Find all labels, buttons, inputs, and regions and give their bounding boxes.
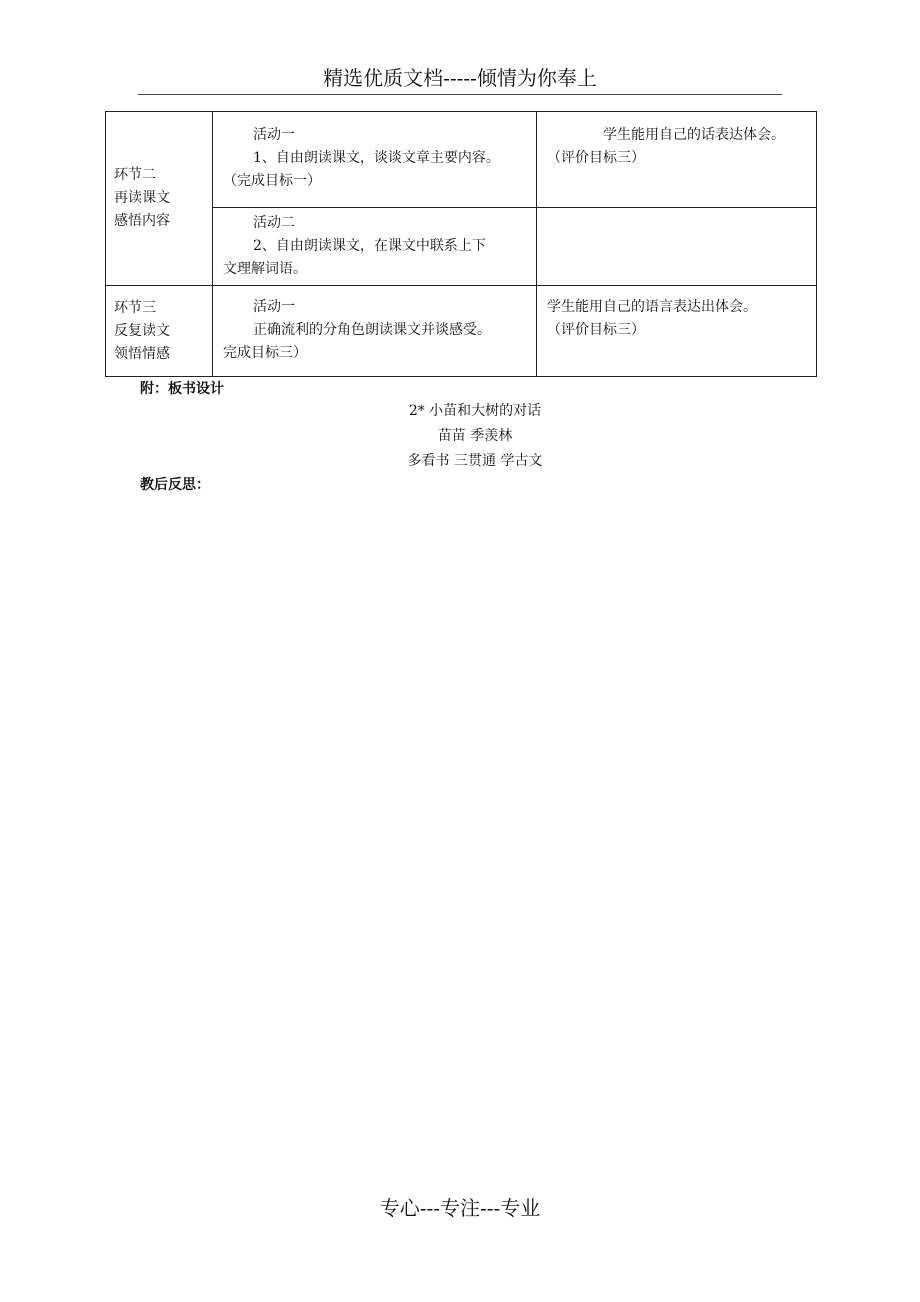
evaluation-line: （评价目标三） [547, 322, 645, 338]
stage-label: 反复读文 [114, 322, 170, 339]
activity-cell [213, 112, 537, 208]
stage-label: 环节二 [114, 167, 156, 183]
evaluation-cell [537, 208, 817, 286]
stage-label: 感悟内容 [114, 213, 170, 229]
stage-cell [106, 286, 213, 377]
lesson-plan-table [105, 111, 817, 377]
board-line: 苗苗 季羡林 [437, 428, 513, 444]
table-row [106, 208, 817, 286]
evaluation-line: （评价目标三） [547, 150, 645, 166]
board-line: 2* 小苗和大树的对话 [408, 403, 542, 419]
activity-name: 活动一 [253, 127, 295, 143]
activity-line: 2、自由朗读课文，在课文中联系上下 [253, 238, 486, 254]
evaluation-line: 学生能用自己的话表达体会。 [603, 127, 785, 143]
activity-line: 1、自由朗读课文，谈谈文章主要内容。 [253, 150, 500, 166]
evaluation-line: 学生能用自己的语言表达出体会。 [547, 299, 757, 315]
activity-cell [213, 208, 537, 286]
table-row [106, 112, 817, 208]
activity-name: 活动一 [253, 299, 295, 315]
table-row [106, 286, 817, 377]
evaluation-cell [537, 112, 817, 208]
activity-cell [213, 286, 537, 377]
stage-label: 环节三 [114, 299, 156, 316]
board-design-title: 附：板书设计 [140, 381, 224, 397]
activity-line: 正确流利的分角色朗读课文并谈感受。 [253, 322, 491, 338]
page-footer: 专心---专注---专业 [379, 1196, 541, 1220]
activity-line: （完成目标一） [223, 173, 321, 189]
evaluation-cell [537, 286, 817, 377]
stage-label: 领悟情感 [114, 345, 170, 362]
stage-cell [106, 112, 213, 286]
page-header: 精选优质文档-----倾情为你奉上 [138, 64, 782, 95]
activity-name: 活动二 [253, 215, 295, 231]
activity-line: 文理解词语。 [223, 261, 307, 277]
board-line: 多看书 三贯通 学古文 [407, 453, 543, 469]
reflection-title: 教后反思： [140, 477, 210, 493]
activity-line: 完成目标三） [223, 345, 307, 361]
stage-label: 再读课文 [114, 190, 170, 206]
